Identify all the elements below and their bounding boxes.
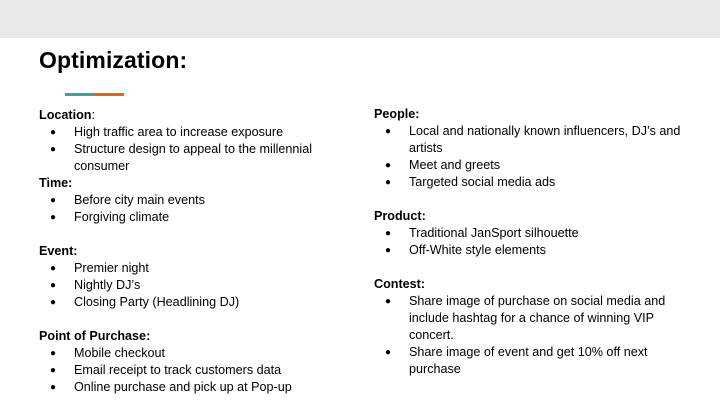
- list-item-text: Forgiving climate: [74, 210, 170, 224]
- list-item: [374, 123, 694, 157]
- section-event: [39, 243, 359, 311]
- bullet-icon: ●: [385, 126, 392, 137]
- bullet-list: [39, 260, 359, 311]
- list-item-text: Nightly DJ’s: [74, 278, 141, 292]
- list-item-text: Targeted social media ads: [409, 175, 556, 189]
- list-item-text: Online purchase and pick up at Pop-up: [74, 380, 292, 394]
- bullet-list: [374, 225, 694, 259]
- list-item: [374, 157, 694, 174]
- list-item: [39, 379, 359, 396]
- list-item: [374, 242, 694, 259]
- section-point-of-purchase: [39, 328, 359, 396]
- bullet-list: [374, 123, 694, 191]
- section-heading-contest: Contest:: [374, 277, 426, 291]
- list-item-text: Local and nationally known influencers, DJ’s and artists: [409, 124, 681, 155]
- bullet-icon: ●: [385, 347, 392, 358]
- section-heading-product: Product:: [374, 209, 426, 223]
- right-column: [374, 106, 694, 378]
- bullet-icon: ●: [385, 245, 392, 256]
- accent-teal-segment: [65, 93, 93, 96]
- bullet-icon: ●: [50, 280, 57, 291]
- list-item: [374, 225, 694, 242]
- list-item: [374, 174, 694, 191]
- bullet-icon: ●: [50, 382, 57, 393]
- bullet-icon: ●: [385, 228, 392, 239]
- list-item-text: Share image of purchase on social media and include hashtag for a chance of winning VIP concert.: [409, 294, 666, 342]
- bullet-icon: ●: [50, 127, 57, 138]
- section-people: [374, 106, 694, 191]
- section-contest: [374, 276, 694, 378]
- list-item-text: Premier night: [74, 261, 149, 275]
- list-item-text: Off-White style elements: [409, 243, 546, 257]
- section-heading-time: Time:: [39, 176, 73, 190]
- top-band: [0, 0, 720, 38]
- section-heading-event: Event:: [39, 244, 78, 258]
- list-item: [39, 141, 359, 175]
- bullet-icon: ●: [50, 348, 57, 359]
- list-item: [39, 192, 359, 209]
- list-item: [39, 124, 359, 141]
- list-item-text: Email receipt to track customers data: [74, 363, 282, 377]
- left-column: [39, 107, 359, 396]
- list-item: [39, 260, 359, 277]
- list-item: [374, 293, 694, 344]
- section-product: [374, 208, 694, 259]
- slide-title: Optimization:: [39, 47, 188, 73]
- heading-text: Location: [39, 108, 92, 122]
- section-time: [39, 175, 359, 226]
- bullet-list: [39, 192, 359, 226]
- bullet-icon: ●: [385, 177, 392, 188]
- list-item-text: Structure design to appeal to the millennial consumer: [74, 142, 313, 173]
- list-item-text: High traffic area to increase exposure: [74, 125, 284, 139]
- heading-suffix: :: [91, 108, 95, 122]
- section-heading-point-of-purchase: Point of Purchase:: [39, 329, 151, 343]
- bullet-list: [39, 345, 359, 396]
- list-item: [39, 294, 359, 311]
- list-item-text: Closing Party (Headlining DJ): [74, 295, 240, 309]
- bullet-icon: ●: [50, 144, 57, 155]
- section-location: [39, 107, 359, 175]
- title-accent-line: [65, 93, 124, 96]
- bullet-list: [374, 293, 694, 378]
- accent-orange-segment: [93, 93, 124, 96]
- list-item: [39, 277, 359, 294]
- bullet-icon: ●: [50, 365, 57, 376]
- list-item-text: Before city main events: [74, 193, 205, 207]
- list-item: [39, 362, 359, 379]
- list-item-text: Mobile checkout: [74, 346, 166, 360]
- list-item: [39, 345, 359, 362]
- bullet-list: [39, 124, 359, 175]
- list-item-text: Meet and greets: [409, 158, 501, 172]
- list-item-text: Traditional JanSport silhouette: [409, 226, 579, 240]
- list-item: [39, 209, 359, 226]
- bullet-icon: ●: [50, 297, 57, 308]
- list-item: [374, 344, 694, 378]
- bullet-icon: ●: [50, 195, 57, 206]
- bullet-icon: ●: [385, 160, 392, 171]
- section-heading-people: People:: [374, 107, 420, 121]
- bullet-icon: ●: [385, 296, 392, 307]
- bullet-icon: ●: [50, 212, 57, 223]
- list-item-text: Share image of event and get 10% off next purchase: [409, 345, 648, 376]
- bullet-icon: ●: [50, 263, 57, 274]
- section-heading-location: [39, 107, 359, 124]
